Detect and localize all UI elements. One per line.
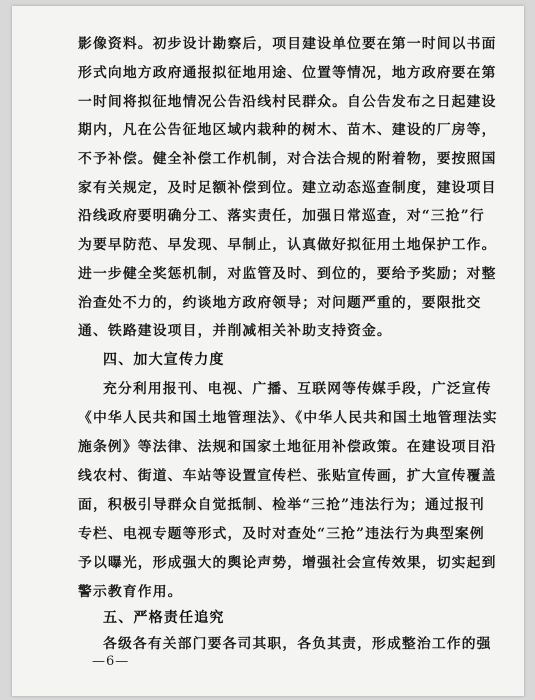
- text-line: 治查处不力的，约谈地方政府领导；对问题严重的，要限批交: [78, 295, 482, 311]
- text-line: 家有关规定，及时足额补偿到位。建立动态巡查制度，建设项目: [78, 180, 497, 196]
- text-line: 为要早防范、早发现、早制止，认真做好拟征用土地保护工作。: [78, 237, 497, 253]
- page-number: —6—: [92, 654, 130, 669]
- section-heading-5: 五、严格责任追究: [103, 610, 225, 626]
- text-line: 警示教育作用。: [78, 584, 183, 600]
- text-line: 进一步健全奖惩机制，对监管及时、到位的，要给予奖励；对整: [78, 266, 497, 282]
- text-line: 《中华人民共和国土地管理法》、《中华人民共和国土地管理法实: [78, 410, 498, 426]
- text-line: 予以曝光，形成强大的舆论声势，增强社会宣传效果，切实起到: [78, 555, 497, 571]
- text-line: 线农村、街道、车站等设置宣传栏、张贴宣传画，扩大宣传覆盖: [78, 468, 497, 484]
- text-line: 形式向地方政府通报拟征地用途、位置等情况，地方政府要在第: [78, 65, 497, 81]
- text-line: 沿线政府要明确分工、落实责任，加强日常巡查，对“三抢”行: [78, 208, 485, 224]
- document-page: [12, 6, 524, 696]
- text-line: 影像资料。初步设计勘察后，项目建设单位要在第一时间以书面: [78, 36, 497, 52]
- text-line: 面，积极引导群众自觉抵制、检举“三抢”违法行为；通过报刊: [78, 497, 485, 513]
- text-line: 期内，凡在公告征地区域内栽种的树木、苗木、建设的厂房等，: [78, 122, 497, 138]
- text-line: 一时间将拟征地情况公告沿线村民群众。自公告发布之日起建设: [78, 94, 497, 110]
- text-line: 专栏、电视专题等形式，及时对查处“三抢”违法行为典型案例: [78, 526, 485, 542]
- text-line: 施条例》等法律、法规和国家土地征用补偿政策。在建设项目沿: [78, 439, 497, 455]
- text-line: 不予补偿。健全补偿工作机制，对合法合规的附着物，要按照国: [78, 151, 497, 167]
- text-line: 通、铁路建设项目，并削减相关补助支持资金。: [78, 323, 392, 339]
- text-line: 充分利用报刊、电视、广播、互联网等传媒手段，广泛宣传: [103, 381, 492, 397]
- section-heading-4: 四、加大宣传力度: [103, 352, 225, 368]
- text-line: 各级各有关部门要各司其职，各负其责，形成整治工作的强: [103, 636, 492, 652]
